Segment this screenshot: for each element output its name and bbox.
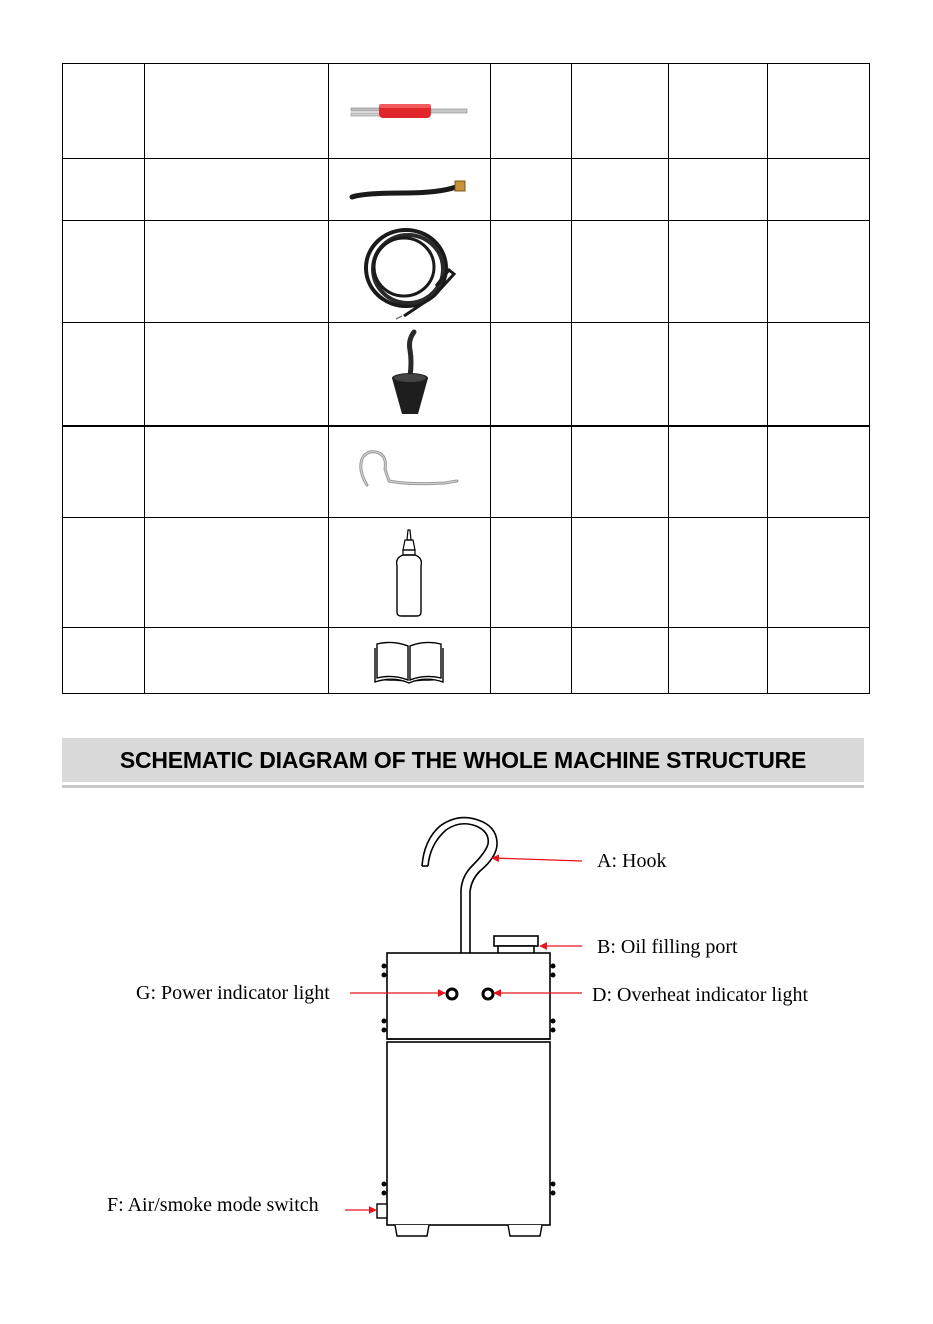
overheat-indicator-light xyxy=(483,989,493,999)
hook-part xyxy=(422,818,497,953)
callout-mode-switch: F: Air/smoke mode switch xyxy=(107,1194,319,1216)
power-indicator-light xyxy=(447,989,457,999)
section-title: SCHEMATIC DIAGRAM OF THE WHOLE MACHINE STRUCTURE xyxy=(119,746,807,773)
callout-power-light: G: Power indicator light xyxy=(136,982,330,1004)
mode-switch-part xyxy=(377,1204,387,1218)
hook-arrow xyxy=(492,858,582,861)
callout-overheat-light: D: Overheat indicator light xyxy=(592,984,809,1006)
callout-oil-port: B: Oil filling port xyxy=(597,936,738,958)
machine-lower-body xyxy=(387,1042,550,1225)
callout-hook: A: Hook xyxy=(597,850,667,872)
machine-upper-body xyxy=(387,953,550,1039)
oil-port-part xyxy=(494,936,538,954)
machine-feet xyxy=(395,1225,542,1236)
